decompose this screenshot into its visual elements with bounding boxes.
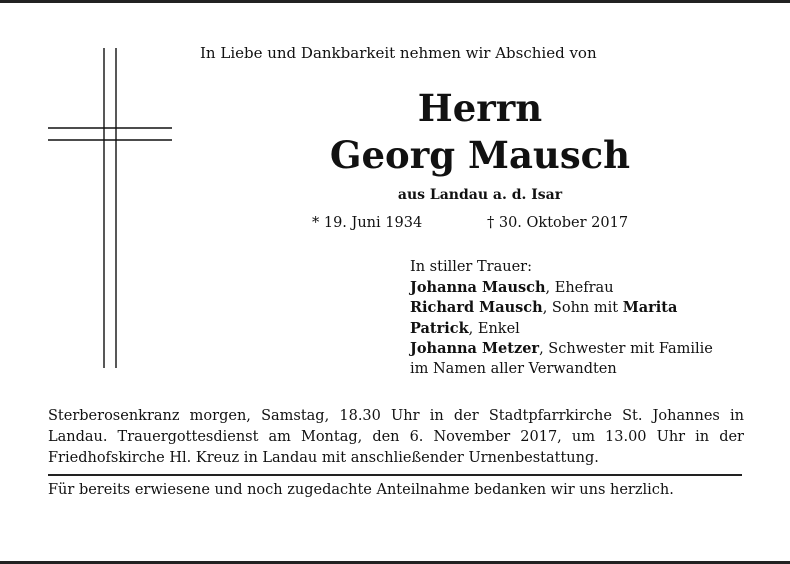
- mourners-closing: im Namen aller Verwandten: [410, 360, 617, 377]
- mourner-entry: [410, 319, 755, 340]
- origin: aus Landau a. d. Isar: [397, 187, 563, 203]
- divider: [48, 474, 742, 476]
- separator: ,: [545, 279, 555, 296]
- mourner-entry: [410, 298, 755, 319]
- mourner-relation: Sohn mit: [551, 300, 623, 316]
- mourner-relation: Schwester mit Familie: [548, 341, 713, 357]
- honorific: Herrn: [417, 86, 543, 130]
- separator: ,: [542, 300, 552, 316]
- thanks-text: Für bereits erwiesene und noch zugedachte Anteilnahme bedanken wir uns herzlich.: [48, 482, 674, 498]
- intro-text: In Liebe und Dankbarkeit nehmen wir Abschied von: [200, 44, 597, 62]
- birth-date: * 19. Juni 1934: [312, 215, 423, 231]
- mourners-heading: In stiller Trauer:: [410, 259, 532, 275]
- mourner-relation: Enkel: [477, 320, 520, 337]
- mourner-name: Patrick: [410, 319, 469, 337]
- mourner-relation: Ehefrau: [554, 279, 614, 296]
- mourners-block: [410, 258, 755, 379]
- mourner-entry: [410, 278, 755, 299]
- service-announcement: Sterberosenkranz morgen, Samstag, 18.30 Uhr in der Stadtpfarrkirche St. Johannes in Landau. Trauergottesdienst am Montag, den 6. November 2017, um 13.00 Uhr in der Friedhofskirche Hl. Kreuz in Landau mit anschließender Urnenbestattung.: [48, 408, 744, 466]
- mourner-entry: [410, 339, 755, 360]
- cross-icon: [48, 48, 178, 368]
- death-date: † 30. Oktober 2017: [487, 215, 629, 231]
- top-border: [0, 0, 790, 3]
- separator: ,: [539, 341, 549, 357]
- deceased-name: Georg Mausch: [329, 133, 631, 177]
- mourner-name: Johanna Metzer: [410, 340, 540, 357]
- mourner-name: Richard Mausch: [410, 299, 543, 316]
- mourner-name: Marita: [622, 299, 678, 316]
- separator: ,: [468, 320, 478, 337]
- mourner-name: Johanna Mausch: [410, 278, 546, 296]
